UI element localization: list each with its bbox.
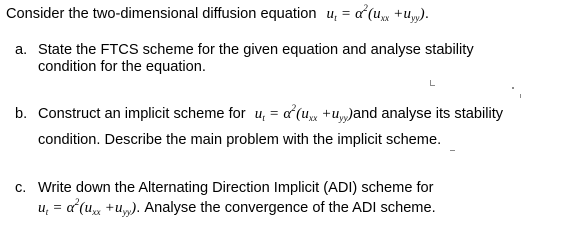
part-c-line-1: Write down the Alternating Direction Implicit (ADI) scheme for: [38, 180, 434, 196]
part-a-marker: a.: [15, 42, 28, 58]
part-a-line-1: State the FTCS scheme for the given equation and analyse stability: [38, 42, 474, 58]
part-b-text-pre: Construct an implicit scheme for: [38, 106, 246, 122]
question-intro: [6, 5, 429, 23]
scan-speck: [512, 87, 514, 89]
part-c-marker: c.: [15, 180, 27, 196]
part-c-text-post: . Analyse the convergence of the ADI scheme.: [136, 200, 436, 216]
intro-text: Consider the two-dimensional diffusion equation: [6, 6, 317, 22]
scan-speck: [450, 150, 455, 151]
intro-period: .: [424, 6, 429, 22]
diffusion-equation: $u_t = \alpha^2(u_{xx} +u_{yy})$: [326, 3, 425, 23]
part-b-line-2: condition. Describe the main problem with the implicit scheme.: [38, 132, 442, 148]
part-a-line-2: condition for the equation.: [38, 59, 206, 75]
scan-speck: [430, 85, 435, 86]
diffusion-equation: $u_t = \alpha^2(u_{xx} +u_{yy})$: [38, 197, 137, 217]
part-b-line-1: [38, 105, 503, 123]
diffusion-equation: $u_t = \alpha^2(u_{xx} +u_{yy})$: [254, 103, 353, 123]
part-b-text-post: and analyse its stability: [353, 106, 504, 122]
part-b-marker: b.: [15, 106, 28, 122]
part-c-line-2: [38, 199, 436, 217]
scan-speck: [520, 94, 521, 98]
